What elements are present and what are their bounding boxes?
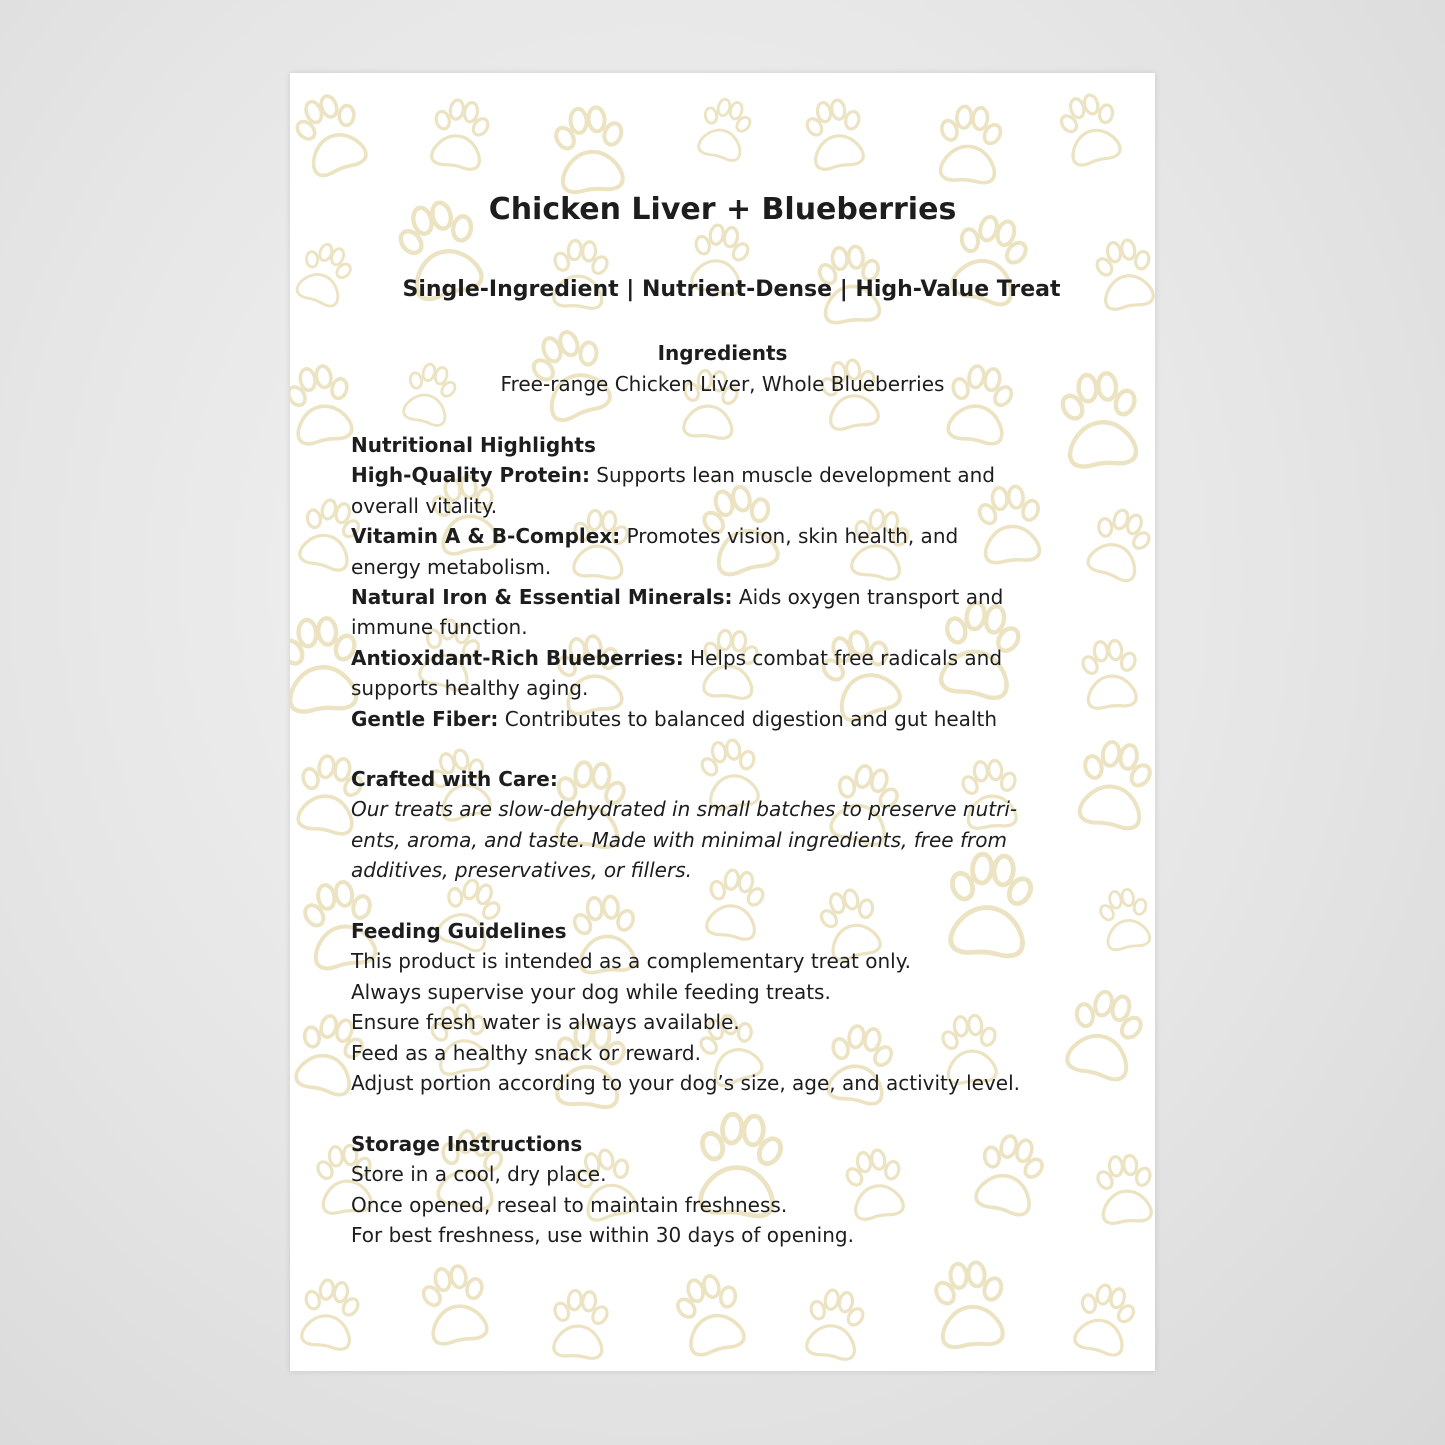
- paw-print-icon: [290, 88, 374, 180]
- paw-print-icon: [801, 1286, 869, 1361]
- crafted-line: ents, aroma, and taste. Made with minimal ingredients, free from: [351, 827, 1007, 852]
- feeding-line: Feed as a healthy snack or reward.: [351, 1040, 701, 1065]
- paw-print-icon: [934, 104, 1005, 184]
- crafted-section: [351, 764, 1111, 886]
- nutrition-item: Gentle Fiber: Contributes to balanced digestion and gut health: [351, 706, 998, 731]
- nutrition-item-continued: overall vitality.: [351, 493, 498, 518]
- storage-line: For best freshness, use within 30 days of opening.: [351, 1223, 854, 1248]
- paw-print-icon: [551, 105, 630, 194]
- feeding-heading: Feeding Guidelines: [351, 919, 567, 943]
- nutrition-section: [351, 430, 1111, 734]
- nutrition-item: Antioxidant-Rich Blueberries: Helps combat free radicals and: [351, 645, 1003, 670]
- nutrition-item-continued: supports healthy aging.: [351, 676, 589, 701]
- paw-print-icon: [931, 1260, 1010, 1349]
- nutrition-heading: Nutritional Highlights: [351, 433, 596, 457]
- ingredients-text: Free-range Chicken Liver, Whole Blueberries: [500, 372, 945, 396]
- storage-line: Once opened, reseal to maintain freshness.: [351, 1192, 788, 1217]
- feeding-line: This product is intended as a complementary treat only.: [351, 949, 912, 974]
- nutrition-item: High-Quality Protein: Supports lean muscle development and: [351, 463, 995, 488]
- paw-print-icon: [801, 96, 869, 171]
- paw-print-icon: [417, 1262, 494, 1347]
- paw-print-icon: [548, 1289, 611, 1360]
- feeding-line: Adjust portion according to your dog’s size, age, and activity level.: [351, 1071, 1021, 1096]
- feeding-section: [351, 916, 1111, 1098]
- storage-heading: Storage Instructions: [351, 1132, 583, 1156]
- feeding-line: Always supervise your dog while feeding treats.: [351, 979, 831, 1004]
- product-info-card: [290, 73, 1155, 1371]
- nutrition-item-continued: energy metabolism.: [351, 554, 552, 579]
- feeding-line: Ensure fresh water is always available.: [351, 1010, 740, 1035]
- crafted-line: additives, preservatives, or fillers.: [351, 858, 692, 883]
- paw-print-icon: [296, 1276, 364, 1351]
- ingredients-heading: Ingredients: [657, 341, 788, 365]
- nutrition-item: Vitamin A & B-Complex: Promotes vision, skin health, and: [351, 524, 959, 549]
- product-title: Chicken Liver + Blueberries: [488, 192, 957, 227]
- nutrition-item: Natural Iron & Essential Minerals: Aids oxygen transport and: [351, 585, 1004, 610]
- paw-print-icon: [669, 1270, 751, 1359]
- storage-line: Store in a cool, dry place.: [351, 1162, 607, 1187]
- paw-print-icon: [693, 94, 757, 163]
- crafted-heading: Crafted with Care:: [351, 767, 558, 791]
- paw-print-icon: [426, 96, 494, 171]
- paw-print-icon: [1068, 1280, 1141, 1359]
- storage-section: [351, 1129, 1111, 1251]
- crafted-line: Our treats are slow-dehydrated in small batches to preserve nutri-: [351, 797, 1018, 822]
- paw-print-icon: [1054, 90, 1127, 169]
- nutrition-item-continued: immune function.: [351, 615, 528, 640]
- product-tagline: Single-Ingredient | Nutrient-Dense | High-Value Treat: [402, 277, 1061, 302]
